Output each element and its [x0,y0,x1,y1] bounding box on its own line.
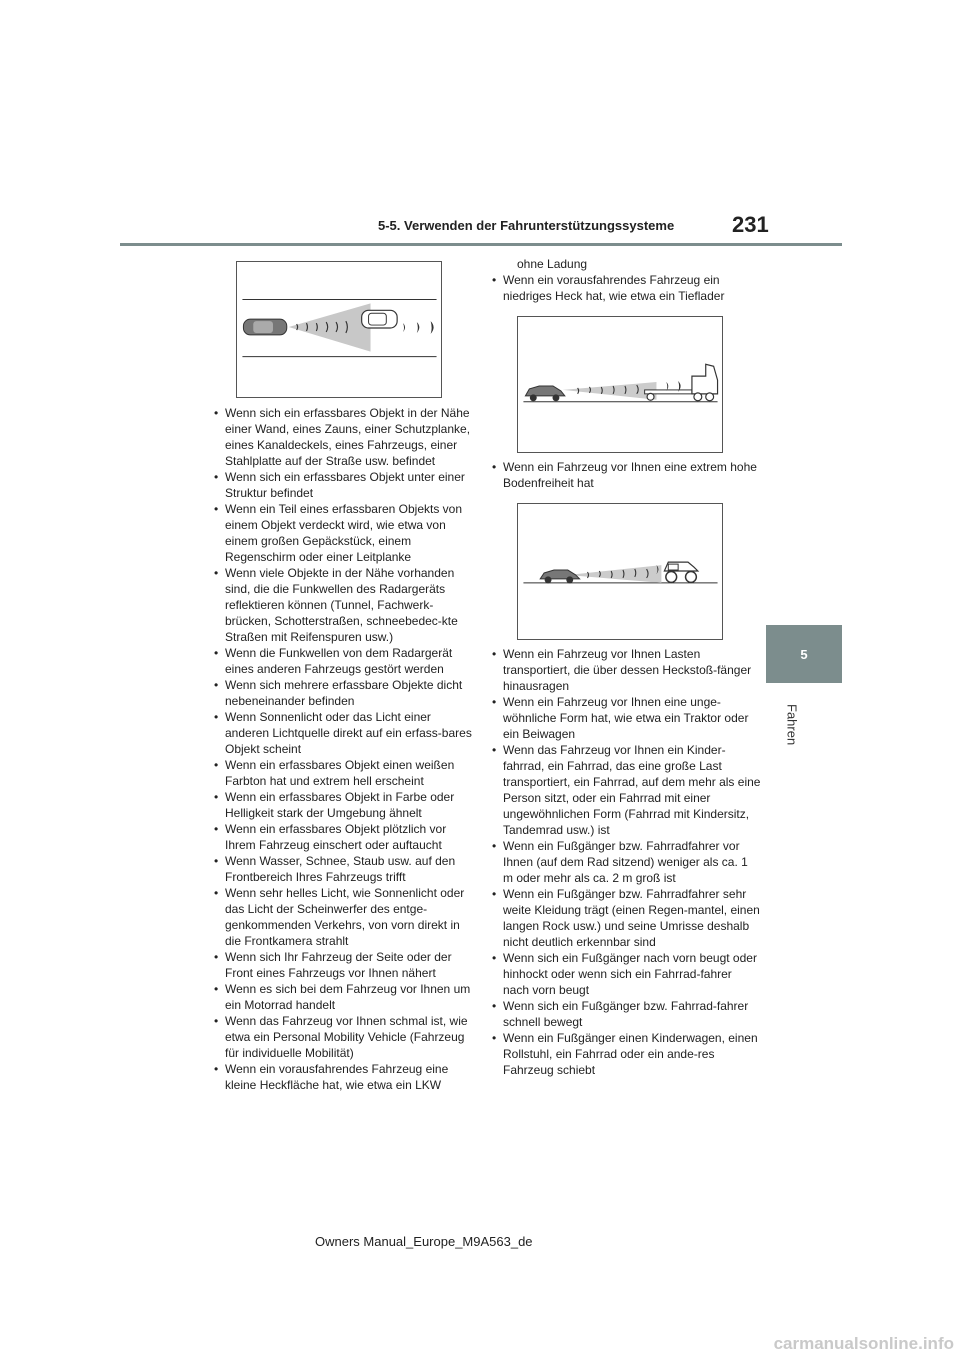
list-item: • Wenn das Fahrzeug vor Ihnen ein Kinder-fahrrad, ein Fahrrad, das eine große Last transportiert, ein Fahrrad, auf dem mehr als eine Person sitzt, oder ein Fahrrad mit einer ungewöhnlichen Form (Fahrrad mit Kindersitz, Tandemrad usw.) ist [489,742,761,838]
right-bullet-list-top [489,272,761,304]
chapter-title: Fahren [784,704,800,746]
chapter-tab [766,625,842,683]
list-item: • Wenn Sonnenlicht oder das Licht einer anderen Lichtquelle direkt auf ein erfass-bares Objekt scheint [211,709,473,757]
right-bullet-list-middle [489,459,761,491]
list-item: • Wenn sich ein erfassbares Objekt in der Nähe einer Wand, eines Zauns, einer Schutzplanke, eines Kanaldeckels, eines Fahrzeugs, einer Stahlplatte auf der Straße usw. befindet [211,405,473,469]
list-item: • Wenn sich mehrere erfassbare Objekte dicht nebeneinander befinden [211,677,473,709]
list-item: • Wenn ein vorausfahrendes Fahrzeug ein niedriges Heck hat, wie etwa ein Tieflader [489,272,761,304]
list-item: • Wenn sich ein Fußgänger nach vorn beugt oder hinhockt oder wenn sich ein Fahrrad-fahrer nach vorn beugt [489,950,761,998]
list-item: • Wenn ein Fahrzeug vor Ihnen Lasten transportiert, die über dessen Heckstoß-fänger hinausragen [489,646,761,694]
continuation-text: ohne Ladung [517,257,588,271]
section-title: 5-5. Verwenden der Fahrunterstützungssysteme [378,218,675,233]
right-bullet-list-bottom [489,646,761,1078]
list-item: • Wenn ein Fahrzeug vor Ihnen eine unge-wöhnliche Form hat, wie etwa ein Traktor oder ein Beiwagen [489,694,761,742]
figure-high-clearance [517,503,723,640]
list-item: • Wenn Wasser, Schnee, Staub usw. auf den Frontbereich Ihres Fahrzeugs trifft [211,853,473,885]
list-item: • Wenn ein erfassbares Objekt in Farbe oder Helligkeit stark der Umgebung ähnelt [211,789,473,821]
list-item: • Wenn ein erfassbares Objekt plötzlich vor Ihrem Fahrzeug einschert oder auftaucht [211,821,473,853]
list-item: • Wenn sehr helles Licht, wie Sonnenlicht oder das Licht der Scheinwerfer des entge-genkommenden Verkehrs, von vorn direkt in die Frontkamera strahlt [211,885,473,949]
list-item: • Wenn ein Teil eines erfassbaren Objekts von einem Objekt verdeckt wird, wie etwa von einem großen Gepäckstück, einem Regenschirm oder einer Leitplanke [211,501,473,565]
list-item: • Wenn ein Fußgänger bzw. Fahrradfahrer vor Ihnen (auf dem Rad sitzend) weniger als ca. 1 m oder mehr als ca. 2 m groß ist [489,838,761,886]
illustration-low-trailer [518,317,722,452]
list-item: • Wenn viele Objekte in der Nähe vorhanden sind, die die Funkwellen des Radargeräts reflektieren können (Tunnel, Fachwerk-brücken, Schotterstraßen, schneebedec-kte Straßen mit Reifenspuren usw.) [211,565,473,645]
list-item: • Wenn sich ein erfassbares Objekt unter einer Struktur befindet [211,469,473,501]
list-item: • Wenn sich ein Fußgänger bzw. Fahrrad-fahrer schnell bewegt [489,998,761,1030]
footer-text: Owners Manual_Europe_M9A563_de [315,1234,533,1249]
chapter-number: 5 [800,646,808,662]
list-item: • Wenn das Fahrzeug vor Ihnen schmal ist, wie etwa ein Personal Mobility Vehicle (Fahrzeug für individuelle Mobilität) [211,1013,473,1061]
list-item: • Wenn ein vorausfahrendes Fahrzeug eine kleine Heckfläche hat, wie etwa ein LKW [211,1061,473,1093]
illustration-high-clearance [518,504,722,639]
left-bullet-list [211,405,473,1093]
header-rule [120,243,842,246]
figure-low-trailer [517,316,723,453]
figure-object-near-wall [236,261,442,398]
list-item: • Wenn es sich bei dem Fahrzeug vor Ihnen um ein Motorrad handelt [211,981,473,1013]
page-number: 231 [732,212,769,237]
watermark: carmanualsonline.info [773,1334,954,1353]
list-item: • Wenn die Funkwellen von dem Radargerät eines anderen Fahrzeugs gestört werden [211,645,473,677]
illustration-object-near-wall [237,262,441,397]
list-item: • Wenn ein Fußgänger einen Kinderwagen, einen Rollstuhl, ein Fahrrad oder ein ande-res Fahrzeug schiebt [489,1030,761,1078]
list-item: • Wenn ein erfassbares Objekt einen weißen Farbton hat und extrem hell erscheint [211,757,473,789]
list-item: • Wenn ein Fußgänger bzw. Fahrradfahrer sehr weite Kleidung trägt (einen Regen-mantel, einen langen Rock usw.) und seine Umrisse deshalb nicht deutlich erkennbar sind [489,886,761,950]
list-item: • Wenn ein Fahrzeug vor Ihnen eine extrem hohe Bodenfreiheit hat [489,459,761,491]
list-item: • Wenn sich Ihr Fahrzeug der Seite oder der Front eines Fahrzeugs vor Ihnen nähert [211,949,473,981]
